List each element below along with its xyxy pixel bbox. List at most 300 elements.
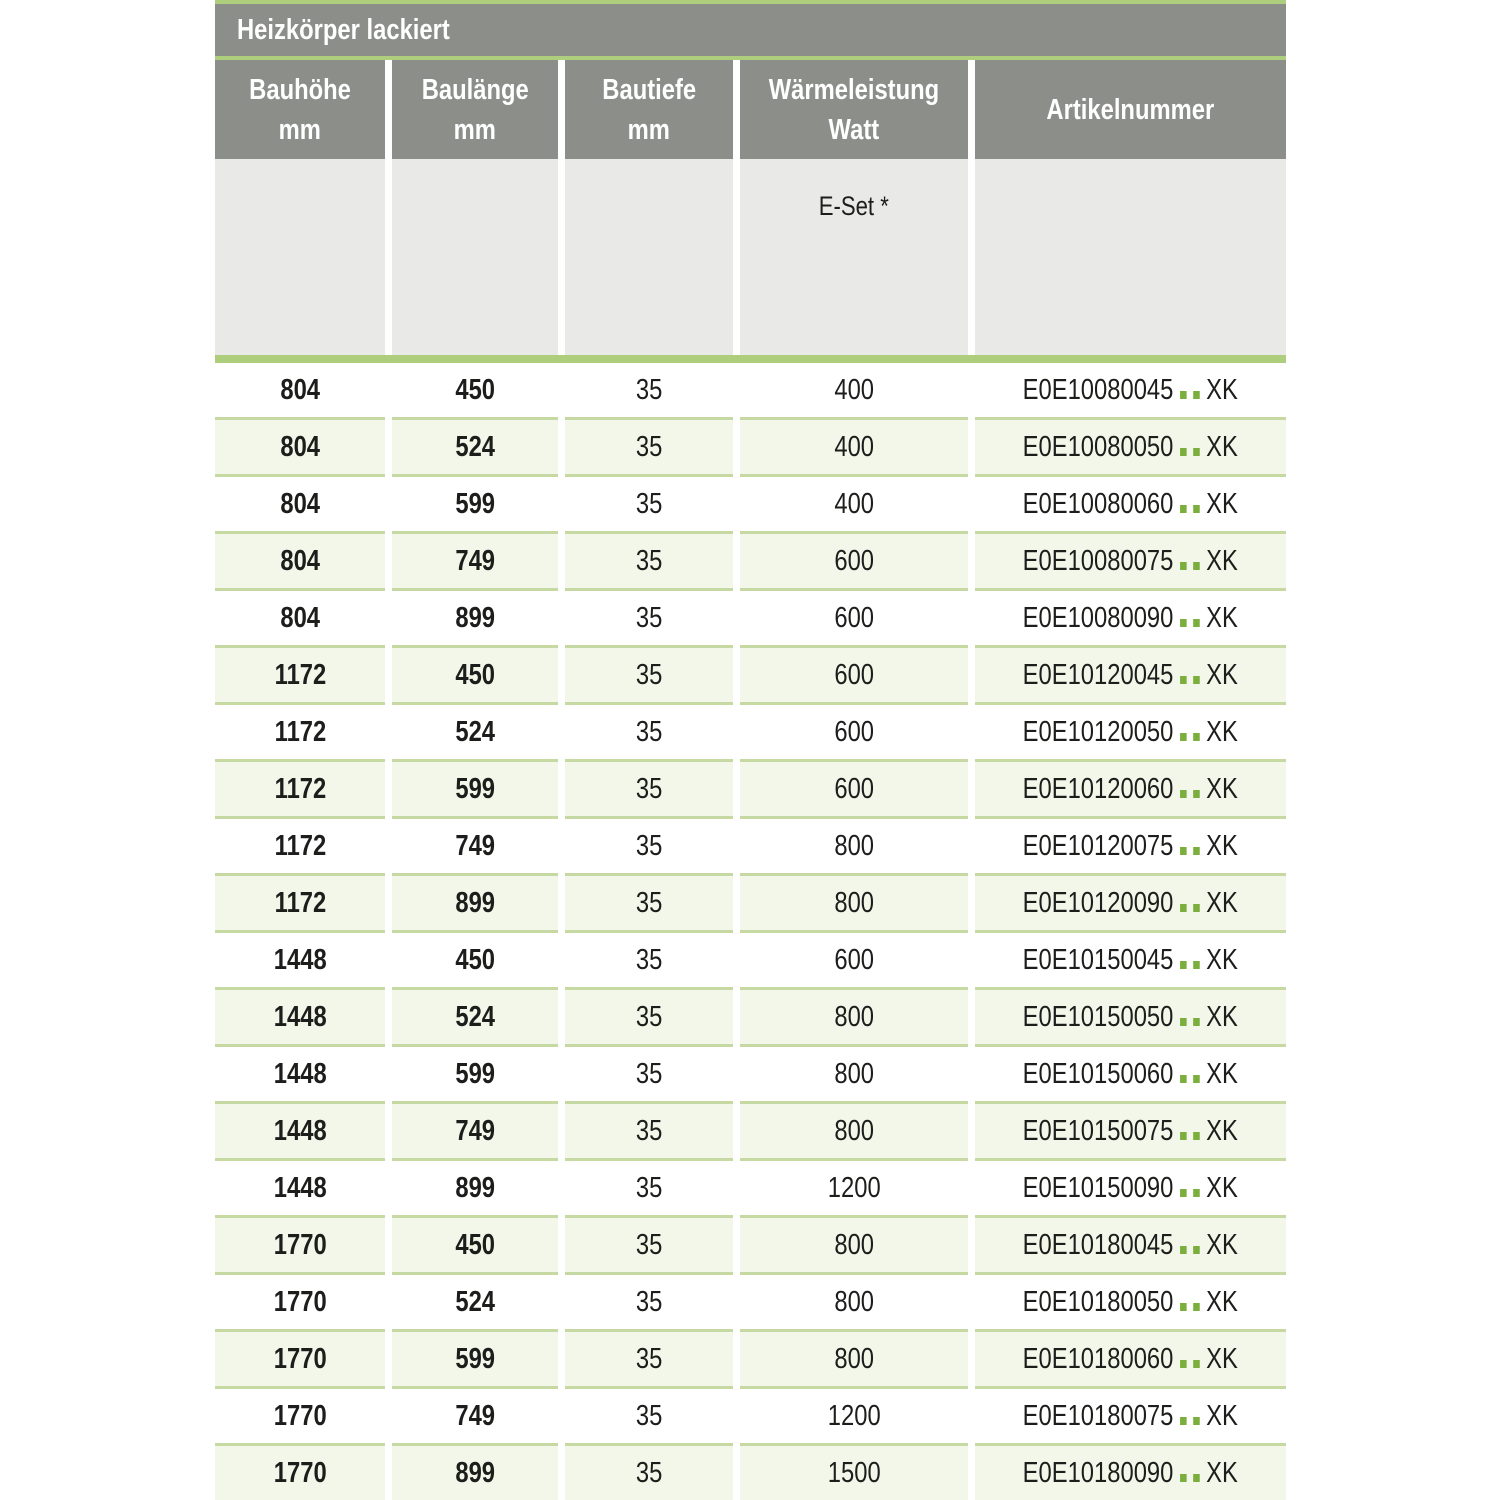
cell-value: 1448 <box>273 1057 327 1090</box>
cell-watt <box>740 417 968 474</box>
green-dot-icon <box>1180 448 1187 456</box>
cell-watt <box>740 363 968 417</box>
artikelnummer <box>1023 830 1238 863</box>
column-header-bautiefe <box>565 60 733 159</box>
cell-bautiefe <box>565 588 733 645</box>
table-row <box>215 1272 1286 1329</box>
green-dot-icon <box>1193 1075 1200 1083</box>
cell-bautiefe <box>565 873 733 930</box>
table-row <box>215 987 1286 1044</box>
cell-value: 804 <box>280 487 320 520</box>
cell-value: 599 <box>455 487 495 520</box>
artikelnummer <box>1023 374 1238 407</box>
green-dot-icon <box>1180 961 1187 969</box>
green-dot-icon <box>1180 391 1187 399</box>
table-title-band <box>215 4 1286 56</box>
artikel-prefix: E0E10180090 <box>1022 1456 1174 1489</box>
cell-value: 1770 <box>273 1399 327 1432</box>
cell-value: 1448 <box>273 1171 327 1204</box>
artikelnummer <box>1023 887 1238 920</box>
cell-watt <box>740 1158 968 1215</box>
cell-bauhoehe <box>215 645 385 702</box>
cell-bauhoehe <box>215 1386 385 1443</box>
cell-value: 899 <box>455 601 495 634</box>
cell-value: 800 <box>834 829 874 862</box>
artikel-suffix: XK <box>1206 715 1239 748</box>
cell-value: 1770 <box>273 1456 327 1489</box>
green-dot-icon <box>1193 847 1200 855</box>
table-row <box>215 702 1286 759</box>
cell-watt <box>740 873 968 930</box>
cell-value: 35 <box>635 1057 663 1090</box>
cell-watt <box>740 531 968 588</box>
cell-baulaenge <box>392 1272 558 1329</box>
cell-bautiefe <box>565 1443 733 1500</box>
cell-value: 1172 <box>274 886 326 919</box>
column-header-baulaenge <box>392 60 558 159</box>
artikel-suffix: XK <box>1206 658 1239 691</box>
artikel-suffix: XK <box>1206 487 1239 520</box>
cell-baulaenge <box>392 1101 558 1158</box>
table-row <box>215 759 1286 816</box>
table-row <box>215 816 1286 873</box>
cell-value: 35 <box>635 1171 663 1204</box>
column-label: Bautiefe <box>602 73 696 106</box>
cell-bauhoehe <box>215 1215 385 1272</box>
cell-value: 35 <box>635 1228 663 1261</box>
cell-artikelnummer <box>975 1044 1286 1101</box>
table-row <box>215 645 1286 702</box>
table-row <box>215 1443 1286 1500</box>
table-row <box>215 1215 1286 1272</box>
cell-value: 35 <box>635 1285 663 1318</box>
cell-value: 35 <box>635 886 663 919</box>
green-dot-icon <box>1193 562 1200 570</box>
cell-artikelnummer <box>975 1101 1286 1158</box>
cell-value: 1172 <box>274 829 326 862</box>
cell-artikelnummer <box>975 1329 1286 1386</box>
artikel-prefix: E0E10080075 <box>1022 544 1174 577</box>
cell-artikelnummer <box>975 759 1286 816</box>
artikel-suffix: XK <box>1206 544 1239 577</box>
table-row <box>215 930 1286 987</box>
cell-watt <box>740 816 968 873</box>
cell-artikelnummer <box>975 474 1286 531</box>
table-row <box>215 417 1286 474</box>
cell-bautiefe <box>565 531 733 588</box>
cell-value: 450 <box>455 1228 495 1261</box>
cell-value: 524 <box>455 715 495 748</box>
green-dot-icon <box>1180 562 1187 570</box>
artikelnummer <box>1023 602 1238 635</box>
artikel-suffix: XK <box>1206 1057 1239 1090</box>
cell-watt <box>740 1443 968 1500</box>
cell-artikelnummer <box>975 645 1286 702</box>
cell-bautiefe <box>565 363 733 417</box>
column-unit: mm <box>627 113 671 146</box>
cell-value: 1172 <box>274 772 326 805</box>
artikelnummer <box>1023 1286 1238 1319</box>
cell-artikelnummer <box>975 531 1286 588</box>
artikel-suffix: XK <box>1206 1114 1239 1147</box>
artikel-suffix: XK <box>1206 886 1239 919</box>
cell-baulaenge <box>392 1386 558 1443</box>
cell-value: 804 <box>280 373 320 406</box>
column-header-waermeleistung <box>740 60 968 159</box>
artikel-suffix: XK <box>1206 430 1239 463</box>
product-table <box>215 0 1286 1500</box>
cell-baulaenge <box>392 987 558 1044</box>
green-dot-icon <box>1180 790 1187 798</box>
column-header-row <box>215 60 1286 159</box>
column-header-artikelnummer <box>975 60 1286 159</box>
subheader-cell-bautiefe <box>565 159 733 355</box>
green-dot-icon <box>1180 676 1187 684</box>
cell-value: 450 <box>455 373 495 406</box>
artikelnummer <box>1023 659 1238 692</box>
cell-value: 749 <box>455 544 495 577</box>
cell-value: 1770 <box>273 1285 327 1318</box>
artikel-prefix: E0E10180050 <box>1022 1285 1174 1318</box>
artikel-suffix: XK <box>1206 772 1239 805</box>
green-dot-icon <box>1193 1132 1200 1140</box>
artikel-prefix: E0E10120060 <box>1022 772 1174 805</box>
cell-value: 524 <box>455 1285 495 1318</box>
cell-baulaenge <box>392 531 558 588</box>
artikel-suffix: XK <box>1206 601 1239 634</box>
green-dot-icon <box>1193 904 1200 912</box>
cell-bautiefe <box>565 1329 733 1386</box>
cell-bautiefe <box>565 816 733 873</box>
table-row <box>215 1158 1286 1215</box>
cell-bauhoehe <box>215 1272 385 1329</box>
cell-watt <box>740 702 968 759</box>
cell-value: 800 <box>834 1228 874 1261</box>
artikel-suffix: XK <box>1206 1399 1239 1432</box>
cell-value: 35 <box>635 1399 663 1432</box>
subheader-cell-artikelnummer <box>975 159 1286 355</box>
cell-bautiefe <box>565 1215 733 1272</box>
green-dot-icon <box>1180 1132 1187 1140</box>
artikelnummer <box>1023 716 1238 749</box>
cell-bauhoehe <box>215 1101 385 1158</box>
artikel-suffix: XK <box>1206 373 1239 406</box>
column-label: Artikelnummer <box>1046 93 1215 126</box>
artikelnummer <box>1023 1400 1238 1433</box>
green-dot-icon <box>1180 1360 1187 1368</box>
subheader-cell-baulaenge <box>392 159 558 355</box>
green-dot-icon <box>1180 1018 1187 1026</box>
eset-label: E-Set * <box>818 191 890 221</box>
artikel-suffix: XK <box>1206 1285 1239 1318</box>
table-row <box>215 873 1286 930</box>
artikel-prefix: E0E10120050 <box>1022 715 1174 748</box>
cell-value: 800 <box>834 1114 874 1147</box>
cell-watt <box>740 930 968 987</box>
cell-artikelnummer <box>975 1158 1286 1215</box>
cell-bauhoehe <box>215 873 385 930</box>
green-dot-icon <box>1180 1075 1187 1083</box>
cell-value: 1448 <box>273 1114 327 1147</box>
artikelnummer <box>1023 1115 1238 1148</box>
cell-value: 450 <box>455 658 495 691</box>
subheader-cell-bauhoehe <box>215 159 385 355</box>
green-dot-icon <box>1193 733 1200 741</box>
cell-watt <box>740 588 968 645</box>
green-dot-icon <box>1193 790 1200 798</box>
cell-bauhoehe <box>215 1443 385 1500</box>
artikel-suffix: XK <box>1206 1342 1239 1375</box>
cell-watt <box>740 1272 968 1329</box>
cell-baulaenge <box>392 873 558 930</box>
cell-bautiefe <box>565 474 733 531</box>
cell-bauhoehe <box>215 987 385 1044</box>
table-row <box>215 474 1286 531</box>
green-dot-icon <box>1193 1018 1200 1026</box>
cell-baulaenge <box>392 1215 558 1272</box>
subheader-row <box>215 159 1286 355</box>
cell-value: 600 <box>834 658 874 691</box>
cell-baulaenge <box>392 1158 558 1215</box>
cell-value: 804 <box>280 544 320 577</box>
cell-baulaenge <box>392 1443 558 1500</box>
table-row <box>215 1329 1286 1386</box>
cell-bauhoehe <box>215 702 385 759</box>
artikel-prefix: E0E10180045 <box>1022 1228 1174 1261</box>
cell-value: 804 <box>280 601 320 634</box>
cell-value: 35 <box>635 658 663 691</box>
table-row <box>215 588 1286 645</box>
cell-artikelnummer <box>975 702 1286 759</box>
cell-watt <box>740 1386 968 1443</box>
artikel-suffix: XK <box>1206 943 1239 976</box>
artikelnummer <box>1023 488 1238 521</box>
cell-artikelnummer <box>975 588 1286 645</box>
table-row <box>215 363 1286 417</box>
cell-value: 749 <box>455 1399 495 1432</box>
header-accent-bar <box>215 355 1286 363</box>
cell-bautiefe <box>565 987 733 1044</box>
cell-baulaenge <box>392 930 558 987</box>
artikelnummer <box>1023 1058 1238 1091</box>
cell-watt <box>740 1044 968 1101</box>
green-dot-icon <box>1193 1360 1200 1368</box>
artikel-prefix: E0E10080090 <box>1022 601 1174 634</box>
cell-baulaenge <box>392 645 558 702</box>
cell-value: 1448 <box>273 1000 327 1033</box>
artikel-prefix: E0E10080060 <box>1022 487 1174 520</box>
artikelnummer <box>1023 773 1238 806</box>
cell-value: 1500 <box>827 1456 881 1489</box>
artikel-prefix: E0E10150050 <box>1022 1000 1174 1033</box>
table-row <box>215 531 1286 588</box>
cell-bauhoehe <box>215 588 385 645</box>
cell-bauhoehe <box>215 531 385 588</box>
cell-value: 35 <box>635 829 663 862</box>
cell-bautiefe <box>565 1101 733 1158</box>
cell-watt <box>740 474 968 531</box>
cell-value: 35 <box>635 487 663 520</box>
cell-value: 35 <box>635 601 663 634</box>
cell-value: 899 <box>455 1171 495 1204</box>
column-label: Bauhöhe <box>249 73 351 106</box>
cell-bauhoehe <box>215 1044 385 1101</box>
green-dot-icon <box>1180 1246 1187 1254</box>
cell-value: 35 <box>635 373 663 406</box>
green-dot-icon <box>1180 904 1187 912</box>
cell-bautiefe <box>565 1386 733 1443</box>
cell-value: 35 <box>635 544 663 577</box>
cell-value: 600 <box>834 544 874 577</box>
cell-artikelnummer <box>975 417 1286 474</box>
green-dot-icon <box>1193 448 1200 456</box>
cell-baulaenge <box>392 1329 558 1386</box>
artikel-prefix: E0E10080045 <box>1022 373 1174 406</box>
cell-bauhoehe <box>215 363 385 417</box>
cell-value: 600 <box>834 772 874 805</box>
column-label: Baulänge <box>421 73 529 106</box>
cell-watt <box>740 759 968 816</box>
cell-artikelnummer <box>975 1443 1286 1500</box>
green-dot-icon <box>1193 619 1200 627</box>
cell-bautiefe <box>565 417 733 474</box>
cell-value: 1770 <box>273 1342 327 1375</box>
cell-value: 800 <box>834 1057 874 1090</box>
artikelnummer <box>1023 944 1238 977</box>
subheader-cell-eset <box>740 159 968 355</box>
table-title: Heizkörper lackiert <box>237 13 450 46</box>
cell-value: 599 <box>455 1057 495 1090</box>
artikel-prefix: E0E10080050 <box>1022 430 1174 463</box>
cell-artikelnummer <box>975 363 1286 417</box>
cell-value: 35 <box>635 1456 663 1489</box>
cell-value: 1200 <box>827 1171 881 1204</box>
cell-value: 35 <box>635 1000 663 1033</box>
cell-watt <box>740 987 968 1044</box>
cell-value: 600 <box>834 601 874 634</box>
artikel-suffix: XK <box>1206 1456 1239 1489</box>
green-dot-icon <box>1180 1189 1187 1197</box>
table-row <box>215 1044 1286 1101</box>
cell-bauhoehe <box>215 759 385 816</box>
artikelnummer <box>1023 1457 1238 1490</box>
cell-baulaenge <box>392 474 558 531</box>
cell-value: 450 <box>455 943 495 976</box>
cell-baulaenge <box>392 588 558 645</box>
table-row <box>215 1101 1286 1158</box>
cell-value: 1448 <box>273 943 327 976</box>
cell-bautiefe <box>565 1044 733 1101</box>
cell-artikelnummer <box>975 1215 1286 1272</box>
artikel-prefix: E0E10150090 <box>1022 1171 1174 1204</box>
cell-value: 1172 <box>274 658 326 691</box>
cell-bautiefe <box>565 645 733 702</box>
cell-value: 749 <box>455 1114 495 1147</box>
cell-value: 400 <box>834 373 874 406</box>
column-label: Wärmeleistung <box>768 73 940 106</box>
table-row <box>215 1386 1286 1443</box>
green-dot-icon <box>1193 391 1200 399</box>
cell-watt <box>740 1215 968 1272</box>
cell-baulaenge <box>392 816 558 873</box>
green-dot-icon <box>1180 1303 1187 1311</box>
cell-bauhoehe <box>215 474 385 531</box>
cell-value: 35 <box>635 1342 663 1375</box>
cell-baulaenge <box>392 1044 558 1101</box>
cell-value: 1200 <box>827 1399 881 1432</box>
artikelnummer <box>1023 1343 1238 1376</box>
artikel-suffix: XK <box>1206 829 1239 862</box>
cell-value: 524 <box>455 430 495 463</box>
artikelnummer <box>1023 1001 1238 1034</box>
green-dot-icon <box>1180 619 1187 627</box>
cell-value: 800 <box>834 886 874 919</box>
artikel-suffix: XK <box>1206 1228 1239 1261</box>
green-dot-icon <box>1180 505 1187 513</box>
cell-value: 35 <box>635 943 663 976</box>
green-dot-icon <box>1180 847 1187 855</box>
artikelnummer <box>1023 431 1238 464</box>
cell-bauhoehe <box>215 816 385 873</box>
cell-value: 600 <box>834 943 874 976</box>
cell-bauhoehe <box>215 417 385 474</box>
cell-bautiefe <box>565 1272 733 1329</box>
green-dot-icon <box>1193 1417 1200 1425</box>
green-dot-icon <box>1193 676 1200 684</box>
cell-bautiefe <box>565 759 733 816</box>
cell-value: 1770 <box>273 1228 327 1261</box>
cell-value: 749 <box>455 829 495 862</box>
artikel-prefix: E0E10180060 <box>1022 1342 1174 1375</box>
cell-artikelnummer <box>975 873 1286 930</box>
cell-artikelnummer <box>975 816 1286 873</box>
artikelnummer <box>1023 545 1238 578</box>
green-dot-icon <box>1180 1417 1187 1425</box>
cell-value: 599 <box>455 772 495 805</box>
cell-baulaenge <box>392 759 558 816</box>
column-unit: mm <box>453 113 497 146</box>
cell-artikelnummer <box>975 930 1286 987</box>
cell-bautiefe <box>565 702 733 759</box>
cell-value: 804 <box>280 430 320 463</box>
green-dot-icon <box>1193 505 1200 513</box>
cell-value: 800 <box>834 1342 874 1375</box>
cell-baulaenge <box>392 363 558 417</box>
cell-value: 599 <box>455 1342 495 1375</box>
artikel-prefix: E0E10180075 <box>1022 1399 1174 1432</box>
table-body <box>215 363 1286 1500</box>
cell-value: 35 <box>635 430 663 463</box>
cell-watt <box>740 1329 968 1386</box>
cell-artikelnummer <box>975 987 1286 1044</box>
artikel-prefix: E0E10120090 <box>1022 886 1174 919</box>
cell-value: 899 <box>455 1456 495 1489</box>
artikel-suffix: XK <box>1206 1171 1239 1204</box>
green-dot-icon <box>1193 1189 1200 1197</box>
artikel-prefix: E0E10120075 <box>1022 829 1174 862</box>
cell-value: 35 <box>635 772 663 805</box>
cell-baulaenge <box>392 417 558 474</box>
cell-bautiefe <box>565 1158 733 1215</box>
cell-value: 600 <box>834 715 874 748</box>
artikel-suffix: XK <box>1206 1000 1239 1033</box>
cell-bautiefe <box>565 930 733 987</box>
cell-watt <box>740 1101 968 1158</box>
cell-value: 400 <box>834 430 874 463</box>
cell-baulaenge <box>392 702 558 759</box>
cell-value: 1172 <box>274 715 326 748</box>
artikel-prefix: E0E10150060 <box>1022 1057 1174 1090</box>
